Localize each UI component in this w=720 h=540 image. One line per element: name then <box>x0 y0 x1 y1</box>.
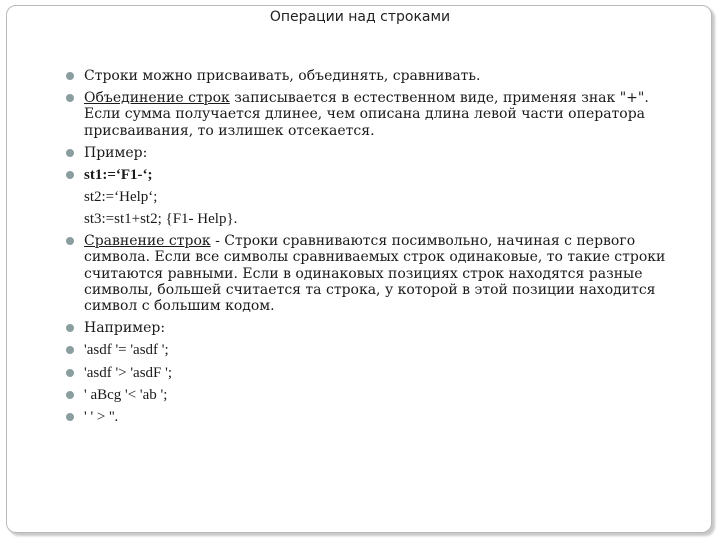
bullet-icon <box>66 94 74 102</box>
list-item <box>66 145 666 161</box>
list-item <box>66 233 666 314</box>
bullet-icon <box>66 413 74 421</box>
bullet-icon <box>66 324 74 332</box>
item-term: Сравнение строк <box>84 233 211 250</box>
bullet-icon <box>66 149 74 157</box>
bullet-icon <box>66 391 74 399</box>
list-item <box>66 387 666 403</box>
code-line: st3:=st1+st2; {F1- Help}. <box>84 211 238 228</box>
bullet-icon <box>66 171 74 179</box>
code-line: 'asdf '> 'asdF '; <box>84 364 173 381</box>
item-term: Объединение строк <box>84 90 230 107</box>
list-item <box>66 167 666 183</box>
slide-title: Операции над строками <box>269 9 451 25</box>
list-item <box>66 365 666 381</box>
code-line: 'asdf '= 'asdf '; <box>84 342 169 359</box>
list-item <box>66 90 666 139</box>
item-text: Строки можно присваивать, объединять, сравнивать. <box>84 68 481 84</box>
bullet-icon <box>66 72 74 80</box>
code-line: st1:=‘F1-‘; <box>84 167 153 184</box>
item-text: Например: <box>84 320 166 337</box>
bullet-icon <box>66 346 74 354</box>
bullet-icon <box>66 369 74 377</box>
code-line: st2:=‘Help‘; <box>84 189 158 206</box>
list-item <box>66 409 666 425</box>
item-text: - Строки сравниваются посимвольно, начиная с первого символа. Если все символы сравниваемых строк одинаковые, то такие строки считаются равными. Если в одинаковых позициях строк находятся разные символы, большей считается та строка, у которой в этой позиции находится символ с большим кодом. <box>84 233 666 315</box>
item-text: Пример: <box>84 144 148 161</box>
list-item <box>66 320 666 336</box>
list-item <box>66 68 666 84</box>
code-line: ' ' > ''. <box>84 409 119 426</box>
bullet-icon <box>66 237 74 245</box>
list-item <box>66 342 666 358</box>
slide-content <box>66 68 666 431</box>
item-text: записывается в естественном виде, применяя знак "+". Если сумма получается длинее, чем описана длина левой части оператора присваивания, то излишек отсекается. <box>84 90 649 139</box>
code-line: ' aBcg '< 'ab '; <box>84 386 168 403</box>
